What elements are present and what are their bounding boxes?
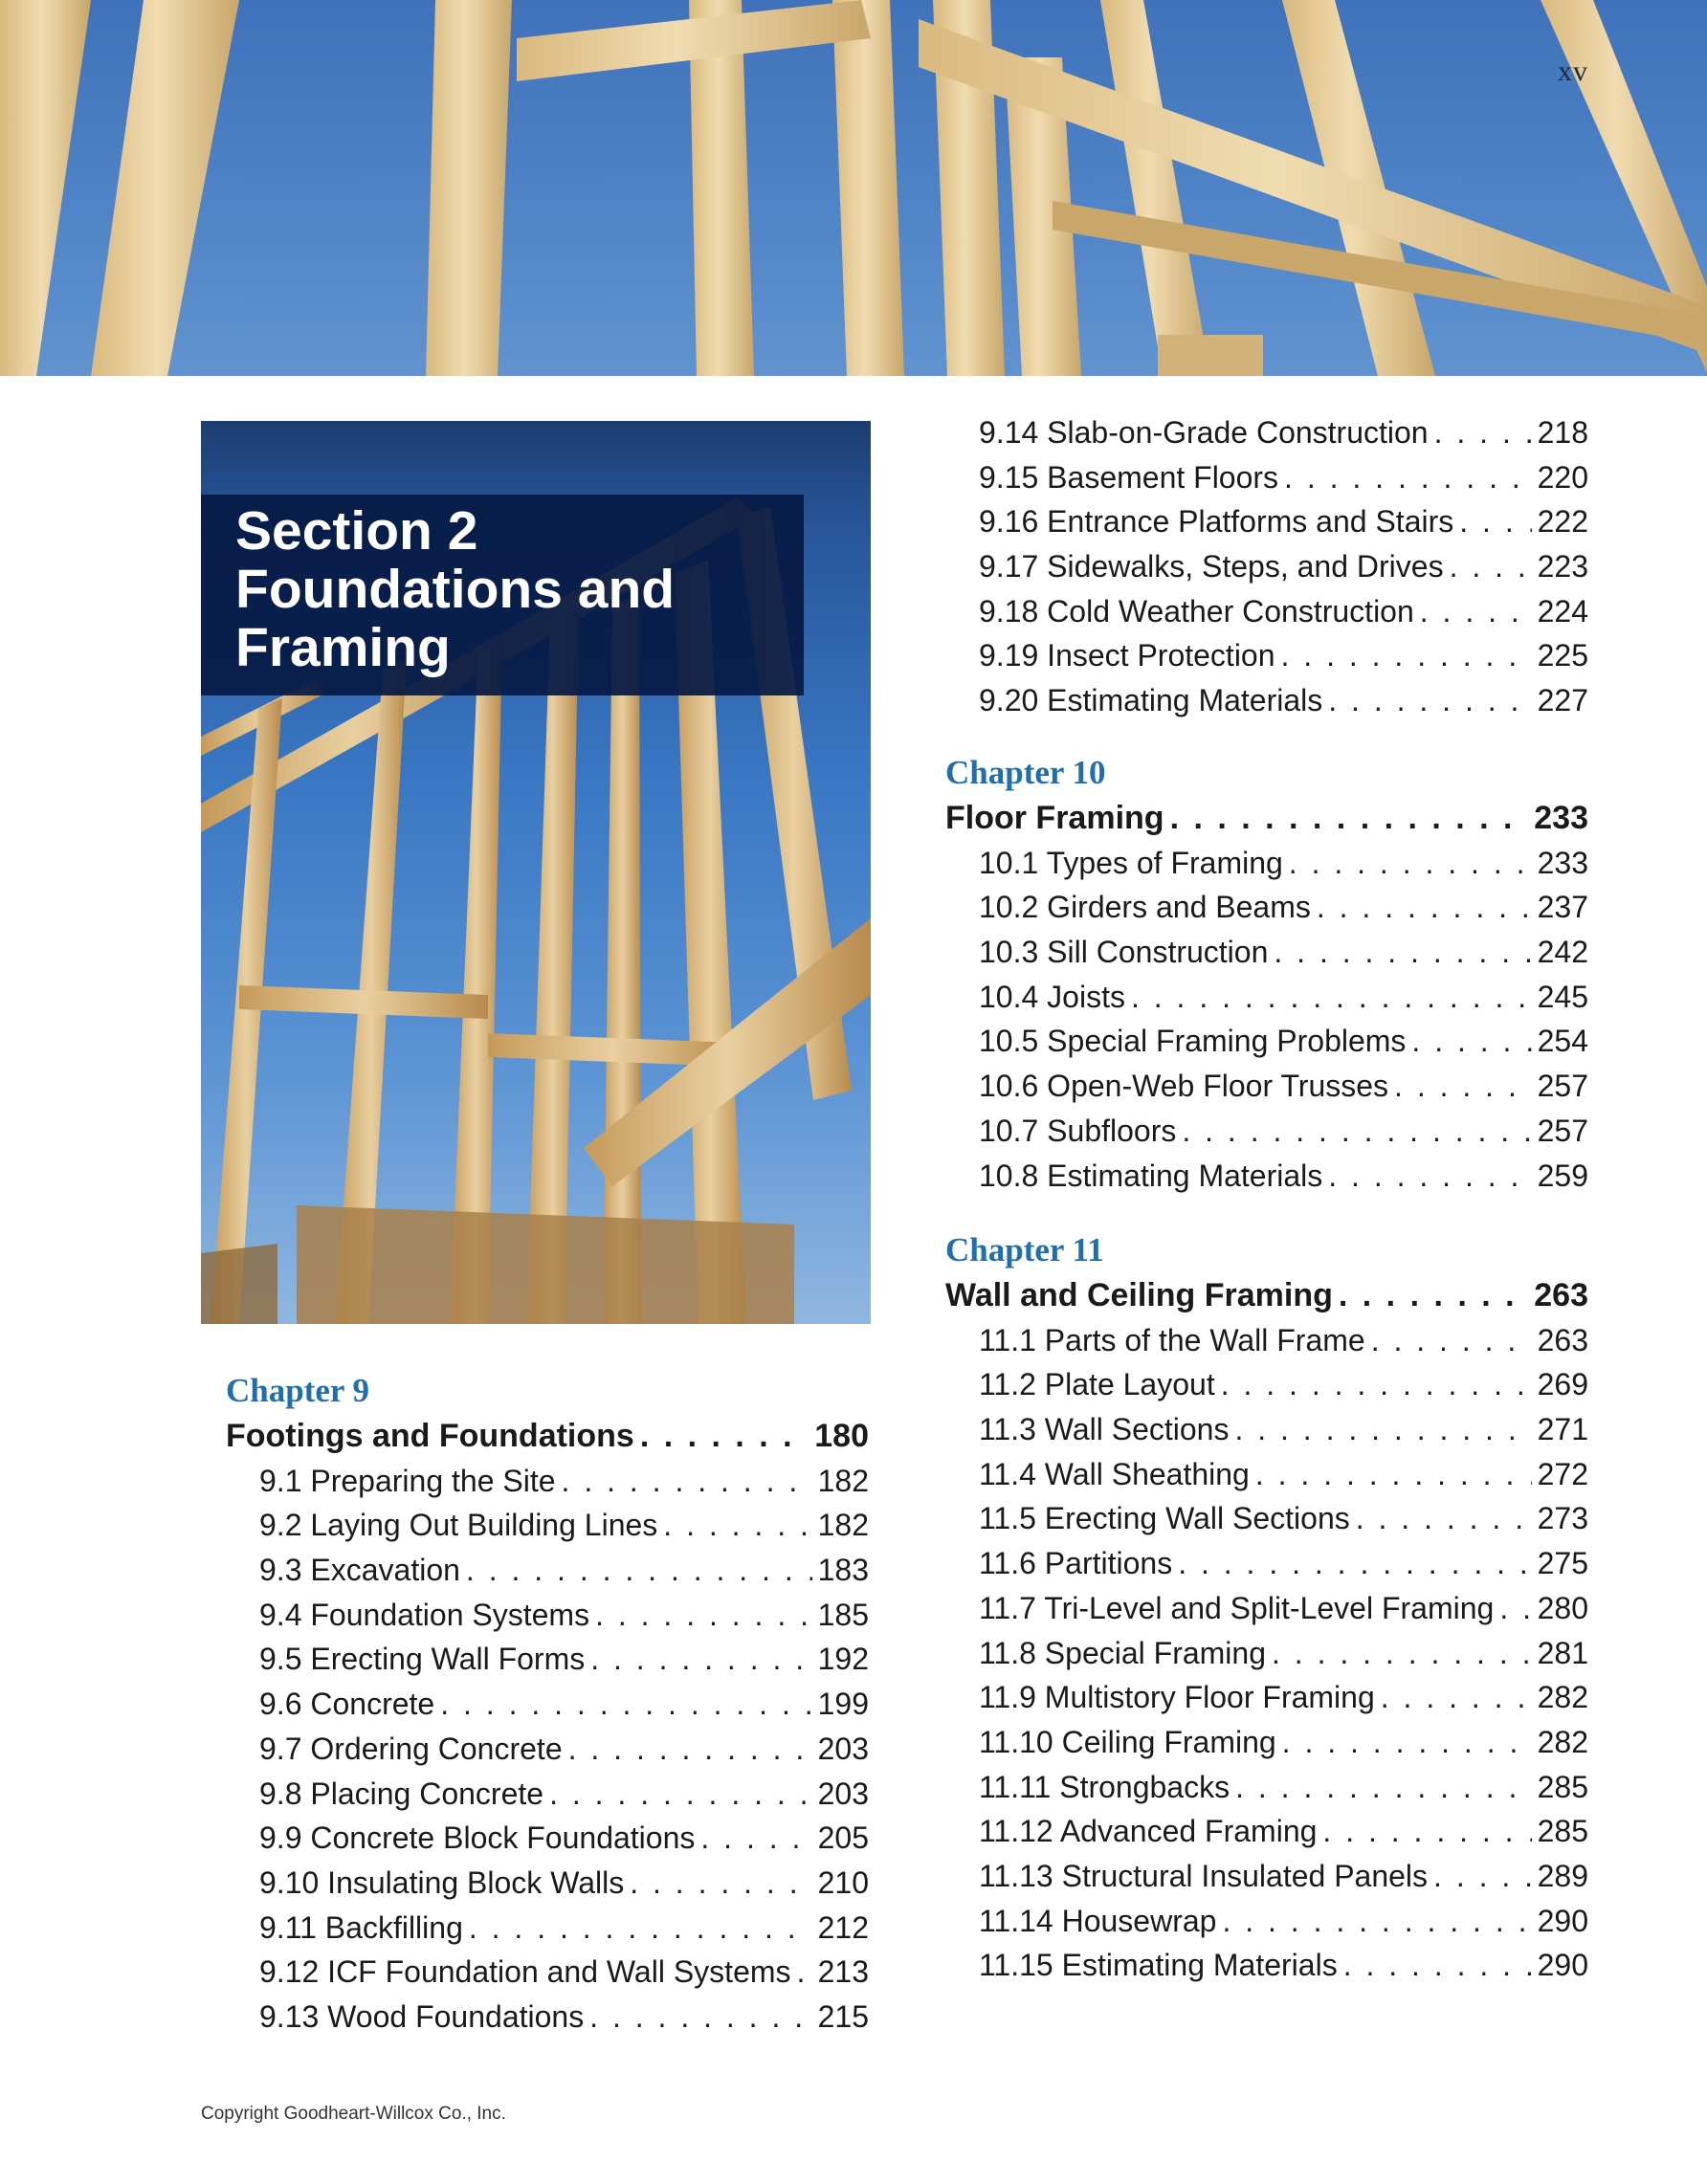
leader-dots — [1131, 975, 1532, 1020]
chapter-title: Footings and Foundations — [226, 1418, 634, 1454]
entry-title: 9.17 Sidewalks, Steps, and Drives — [979, 549, 1444, 585]
page-ref: 210 — [817, 1864, 869, 1900]
entry-title: 9.10 Insulating Block Walls — [259, 1864, 625, 1900]
leader-dots — [1234, 1407, 1531, 1452]
page-ref: 275 — [1537, 1546, 1588, 1581]
toc-entry[interactable] — [226, 1682, 869, 1727]
leader-dots — [1381, 1675, 1532, 1720]
chapter-title-entry[interactable] — [226, 1414, 869, 1459]
leader-dots — [1281, 633, 1532, 678]
toc-entry[interactable] — [945, 841, 1588, 886]
entry-title: 9.16 Entrance Platforms and Stairs — [979, 504, 1454, 540]
leader-dots — [590, 1637, 811, 1682]
toc-entry[interactable] — [945, 544, 1588, 589]
leader-dots — [1284, 455, 1532, 500]
leader-dots — [440, 1682, 811, 1727]
leader-dots — [1221, 1362, 1532, 1407]
entry-title: 10.6 Open-Web Floor Trusses — [979, 1069, 1389, 1104]
leader-dots — [1274, 930, 1531, 975]
toc-entry[interactable] — [945, 1899, 1588, 1944]
toc-entry[interactable] — [945, 1809, 1588, 1854]
page-ref: 213 — [817, 1954, 869, 1990]
toc-entry[interactable] — [945, 1854, 1588, 1899]
page-ref: 273 — [1537, 1501, 1588, 1536]
page-ref: 290 — [1537, 1948, 1588, 1983]
page-ref: 290 — [1537, 1903, 1588, 1938]
page-ref: 199 — [817, 1687, 869, 1722]
leader-dots — [1255, 1452, 1532, 1497]
entry-title: 9.3 Excavation — [259, 1553, 460, 1588]
leader-dots — [466, 1548, 812, 1593]
leader-dots — [549, 1772, 812, 1817]
page-ref: 282 — [1537, 1724, 1588, 1759]
header-photo-banner — [0, 0, 1707, 376]
leader-dots — [1499, 1586, 1531, 1631]
wood-frame-photo — [0, 0, 1707, 376]
entry-title: 10.1 Types of Framing — [979, 845, 1283, 880]
toc-entry[interactable] — [945, 1362, 1588, 1407]
toc-entry[interactable] — [945, 678, 1588, 723]
page-ref: 212 — [817, 1909, 869, 1945]
entry-title: 10.5 Special Framing Problems — [979, 1024, 1407, 1059]
page-ref: 203 — [817, 1731, 869, 1766]
page-ref: 185 — [817, 1597, 869, 1632]
leader-dots — [1394, 1064, 1532, 1109]
chapter-title: Wall and Ceiling Framing — [945, 1277, 1333, 1313]
toc-entry[interactable] — [945, 633, 1588, 678]
entry-title: 11.6 Partitions — [979, 1546, 1173, 1581]
entry-title: 9.14 Slab-on-Grade Construction — [979, 415, 1429, 450]
leader-dots — [1328, 678, 1531, 723]
leader-dots — [1356, 1496, 1532, 1541]
toc-entry[interactable] — [226, 1593, 869, 1638]
toc-entry[interactable] — [945, 1765, 1588, 1810]
page-ref: 233 — [1534, 800, 1588, 836]
toc-entry[interactable] — [945, 589, 1588, 634]
page-ref: 263 — [1537, 1322, 1588, 1357]
section-title-line: Foundations and — [235, 559, 676, 620]
page-ref: 245 — [1537, 979, 1588, 1014]
chapter-label: Chapter 10 — [945, 754, 1106, 791]
chapter-title: Floor Framing — [945, 800, 1164, 836]
leader-dots — [630, 1861, 811, 1906]
toc-entry[interactable] — [945, 1064, 1588, 1109]
page-ref: 271 — [1537, 1412, 1588, 1447]
toc-entry[interactable] — [226, 1637, 869, 1682]
toc-chapter-10 — [945, 750, 1588, 1198]
leader-dots — [1433, 1854, 1532, 1899]
page-ref: 285 — [1537, 1769, 1588, 1804]
toc-entry[interactable] — [226, 1772, 869, 1817]
page-ref: 225 — [1537, 638, 1588, 673]
leader-dots — [1170, 796, 1529, 841]
entry-title: 11.4 Wall Sheathing — [979, 1456, 1250, 1491]
page-ref: 182 — [817, 1463, 869, 1498]
entry-title: 9.13 Wood Foundations — [259, 1998, 585, 2034]
leader-dots — [1343, 1943, 1532, 1988]
section-title-box — [201, 495, 804, 695]
toc-entry[interactable] — [945, 1407, 1588, 1452]
entry-title: 9.1 Preparing the Site — [259, 1463, 556, 1498]
page-ref: 223 — [1537, 549, 1588, 585]
leader-dots — [1434, 410, 1532, 455]
page-ref: 242 — [1537, 935, 1588, 970]
leader-dots — [1235, 1765, 1532, 1810]
page-ref: 282 — [1537, 1680, 1588, 1715]
toc-entry[interactable] — [945, 930, 1588, 975]
entry-title: 11.10 Ceiling Framing — [979, 1724, 1276, 1759]
entry-title: 11.2 Plate Layout — [979, 1367, 1215, 1402]
page-ref: 215 — [817, 1998, 869, 2034]
page-ref: 281 — [1537, 1635, 1588, 1670]
entry-title: 10.2 Girders and Beams — [979, 890, 1311, 925]
toc-entry[interactable] — [226, 1503, 869, 1548]
toc-entry[interactable] — [945, 975, 1588, 1020]
toc-entry[interactable] — [226, 1459, 869, 1504]
leader-dots — [1182, 1109, 1531, 1154]
leader-dots — [1322, 1809, 1531, 1854]
toc-entry[interactable] — [226, 1995, 869, 2040]
page-ref: 263 — [1534, 1277, 1588, 1313]
page-ref: 257 — [1537, 1069, 1588, 1104]
leader-dots — [1420, 589, 1532, 634]
page-ref: 224 — [1537, 593, 1588, 629]
leader-dots — [1317, 885, 1532, 930]
page-ref: 285 — [1537, 1814, 1588, 1849]
entry-title: 11.14 Housewrap — [979, 1903, 1217, 1938]
leader-dots — [469, 1906, 812, 1951]
entry-title: 9.19 Insect Protection — [979, 638, 1275, 673]
toc-entry[interactable] — [945, 1631, 1588, 1676]
section-image-panel — [201, 421, 871, 1324]
leader-dots — [797, 1950, 812, 1995]
page-ref: 289 — [1537, 1858, 1588, 1893]
page-ref: 269 — [1537, 1367, 1588, 1402]
chapter-label: Chapter 9 — [226, 1372, 370, 1409]
leader-dots — [1282, 1720, 1532, 1765]
toc-entry[interactable] — [945, 1943, 1588, 1988]
toc-entry[interactable] — [945, 410, 1588, 455]
entry-title: 9.11 Backfilling — [259, 1909, 463, 1945]
page-ref: 220 — [1537, 459, 1588, 495]
leader-dots — [1371, 1318, 1532, 1363]
leader-dots — [1459, 499, 1531, 544]
chapter-label: Chapter 11 — [945, 1231, 1104, 1268]
entry-title: 11.9 Multistory Floor Framing — [979, 1680, 1375, 1715]
toc-entry[interactable] — [945, 1586, 1588, 1631]
entry-title: 9.9 Concrete Block Foundations — [259, 1820, 696, 1856]
leader-dots — [700, 1816, 811, 1861]
page-ref: 203 — [817, 1776, 869, 1811]
page-ref: 205 — [817, 1820, 869, 1856]
leader-dots — [1289, 841, 1532, 886]
entry-title: 9.2 Laying Out Building Lines — [259, 1508, 658, 1543]
section-title-line: Section 2 — [235, 500, 478, 562]
toc-entry[interactable] — [226, 1906, 869, 1951]
toc-entry[interactable] — [945, 1452, 1588, 1497]
entry-title: 9.12 ICF Foundation and Wall Systems — [259, 1954, 791, 1990]
entry-title: 11.5 Erecting Wall Sections — [979, 1501, 1350, 1536]
leader-dots — [1450, 544, 1532, 589]
entry-title: 11.1 Parts of the Wall Frame — [979, 1322, 1365, 1357]
entry-title: 10.4 Joists — [979, 979, 1125, 1014]
toc-entry[interactable] — [226, 1950, 869, 1995]
leader-dots — [568, 1727, 812, 1772]
leader-dots — [1328, 1154, 1531, 1199]
entry-title: 11.12 Advanced Framing — [979, 1814, 1318, 1849]
toc-entry[interactable] — [945, 1318, 1588, 1363]
page-ref: 254 — [1537, 1024, 1588, 1059]
entry-title: 11.3 Wall Sections — [979, 1412, 1230, 1447]
chapter-title-entry[interactable] — [945, 796, 1588, 841]
toc-chapter-11 — [945, 1227, 1588, 1988]
entry-title: 10.8 Estimating Materials — [979, 1158, 1323, 1193]
page-ref: 257 — [1537, 1113, 1588, 1148]
toc-entry[interactable] — [945, 1496, 1588, 1541]
leader-dots — [589, 1995, 811, 2040]
leader-dots — [1272, 1631, 1532, 1676]
toc-entry[interactable] — [226, 1727, 869, 1772]
entry-title: 9.5 Erecting Wall Forms — [259, 1642, 586, 1677]
toc-entry[interactable] — [945, 1154, 1588, 1199]
page-number: xv — [1558, 55, 1588, 87]
page-ref: 272 — [1537, 1456, 1588, 1491]
page-ref: 183 — [817, 1553, 869, 1588]
toc-entry[interactable] — [945, 1541, 1588, 1586]
entry-title: 9.4 Foundation Systems — [259, 1597, 590, 1632]
toc-entry[interactable] — [226, 1816, 869, 1861]
entry-title: 11.15 Estimating Materials — [979, 1948, 1338, 1983]
entry-title: 10.7 Subfloors — [979, 1113, 1177, 1148]
copyright-notice: Copyright Goodheart-Willcox Co., Inc. — [201, 2104, 506, 2124]
page-ref: 218 — [1537, 415, 1588, 450]
toc-entry[interactable] — [226, 1861, 869, 1906]
entry-title: 10.3 Sill Construction — [979, 935, 1269, 970]
leader-dots — [562, 1459, 812, 1504]
page-ref: 192 — [817, 1642, 869, 1677]
entry-title: 11.13 Structural Insulated Panels — [979, 1858, 1429, 1893]
toc-entry[interactable] — [945, 1720, 1588, 1765]
leader-dots — [595, 1593, 812, 1638]
page-ref: 180 — [814, 1418, 869, 1454]
entry-title: 11.11 Strongbacks — [979, 1769, 1230, 1804]
page-ref: 222 — [1537, 504, 1588, 540]
entry-title: 11.8 Special Framing — [979, 1635, 1266, 1670]
page-ref: 182 — [817, 1508, 869, 1543]
section-title-line: Framing — [235, 617, 451, 678]
entry-title: 9.8 Placing Concrete — [259, 1776, 544, 1811]
toc-chapter-9 — [226, 1368, 869, 2040]
toc-entry[interactable] — [945, 1109, 1588, 1154]
leader-dots — [663, 1503, 811, 1548]
leader-dots — [1222, 1899, 1531, 1944]
toc-entry[interactable] — [945, 1675, 1588, 1720]
toc-chapter-9-continued — [945, 410, 1588, 723]
page-ref: 259 — [1537, 1158, 1588, 1193]
leader-dots — [640, 1414, 809, 1459]
toc-entry[interactable] — [945, 455, 1588, 500]
leader-dots — [1411, 1019, 1531, 1064]
toc-entry[interactable] — [945, 499, 1588, 544]
page-ref: 227 — [1537, 683, 1588, 718]
page-ref: 233 — [1537, 845, 1588, 880]
toc-entry[interactable] — [945, 1019, 1588, 1064]
page-ref: 280 — [1537, 1590, 1588, 1625]
entry-title: 11.7 Tri-Level and Split-Level Framing — [979, 1590, 1495, 1625]
entry-title: 9.6 Concrete — [259, 1687, 435, 1722]
page-ref: 237 — [1537, 890, 1588, 925]
entry-title: 9.18 Cold Weather Construction — [979, 593, 1414, 629]
leader-dots — [1178, 1541, 1531, 1586]
entry-title: 9.15 Basement Floors — [979, 459, 1279, 495]
chapter-title-entry[interactable] — [945, 1273, 1588, 1318]
toc-entry[interactable] — [226, 1548, 869, 1593]
entry-title: 9.7 Ordering Concrete — [259, 1731, 563, 1766]
leader-dots — [1339, 1273, 1528, 1318]
entry-title: 9.20 Estimating Materials — [979, 683, 1323, 718]
toc-entry[interactable] — [945, 885, 1588, 930]
